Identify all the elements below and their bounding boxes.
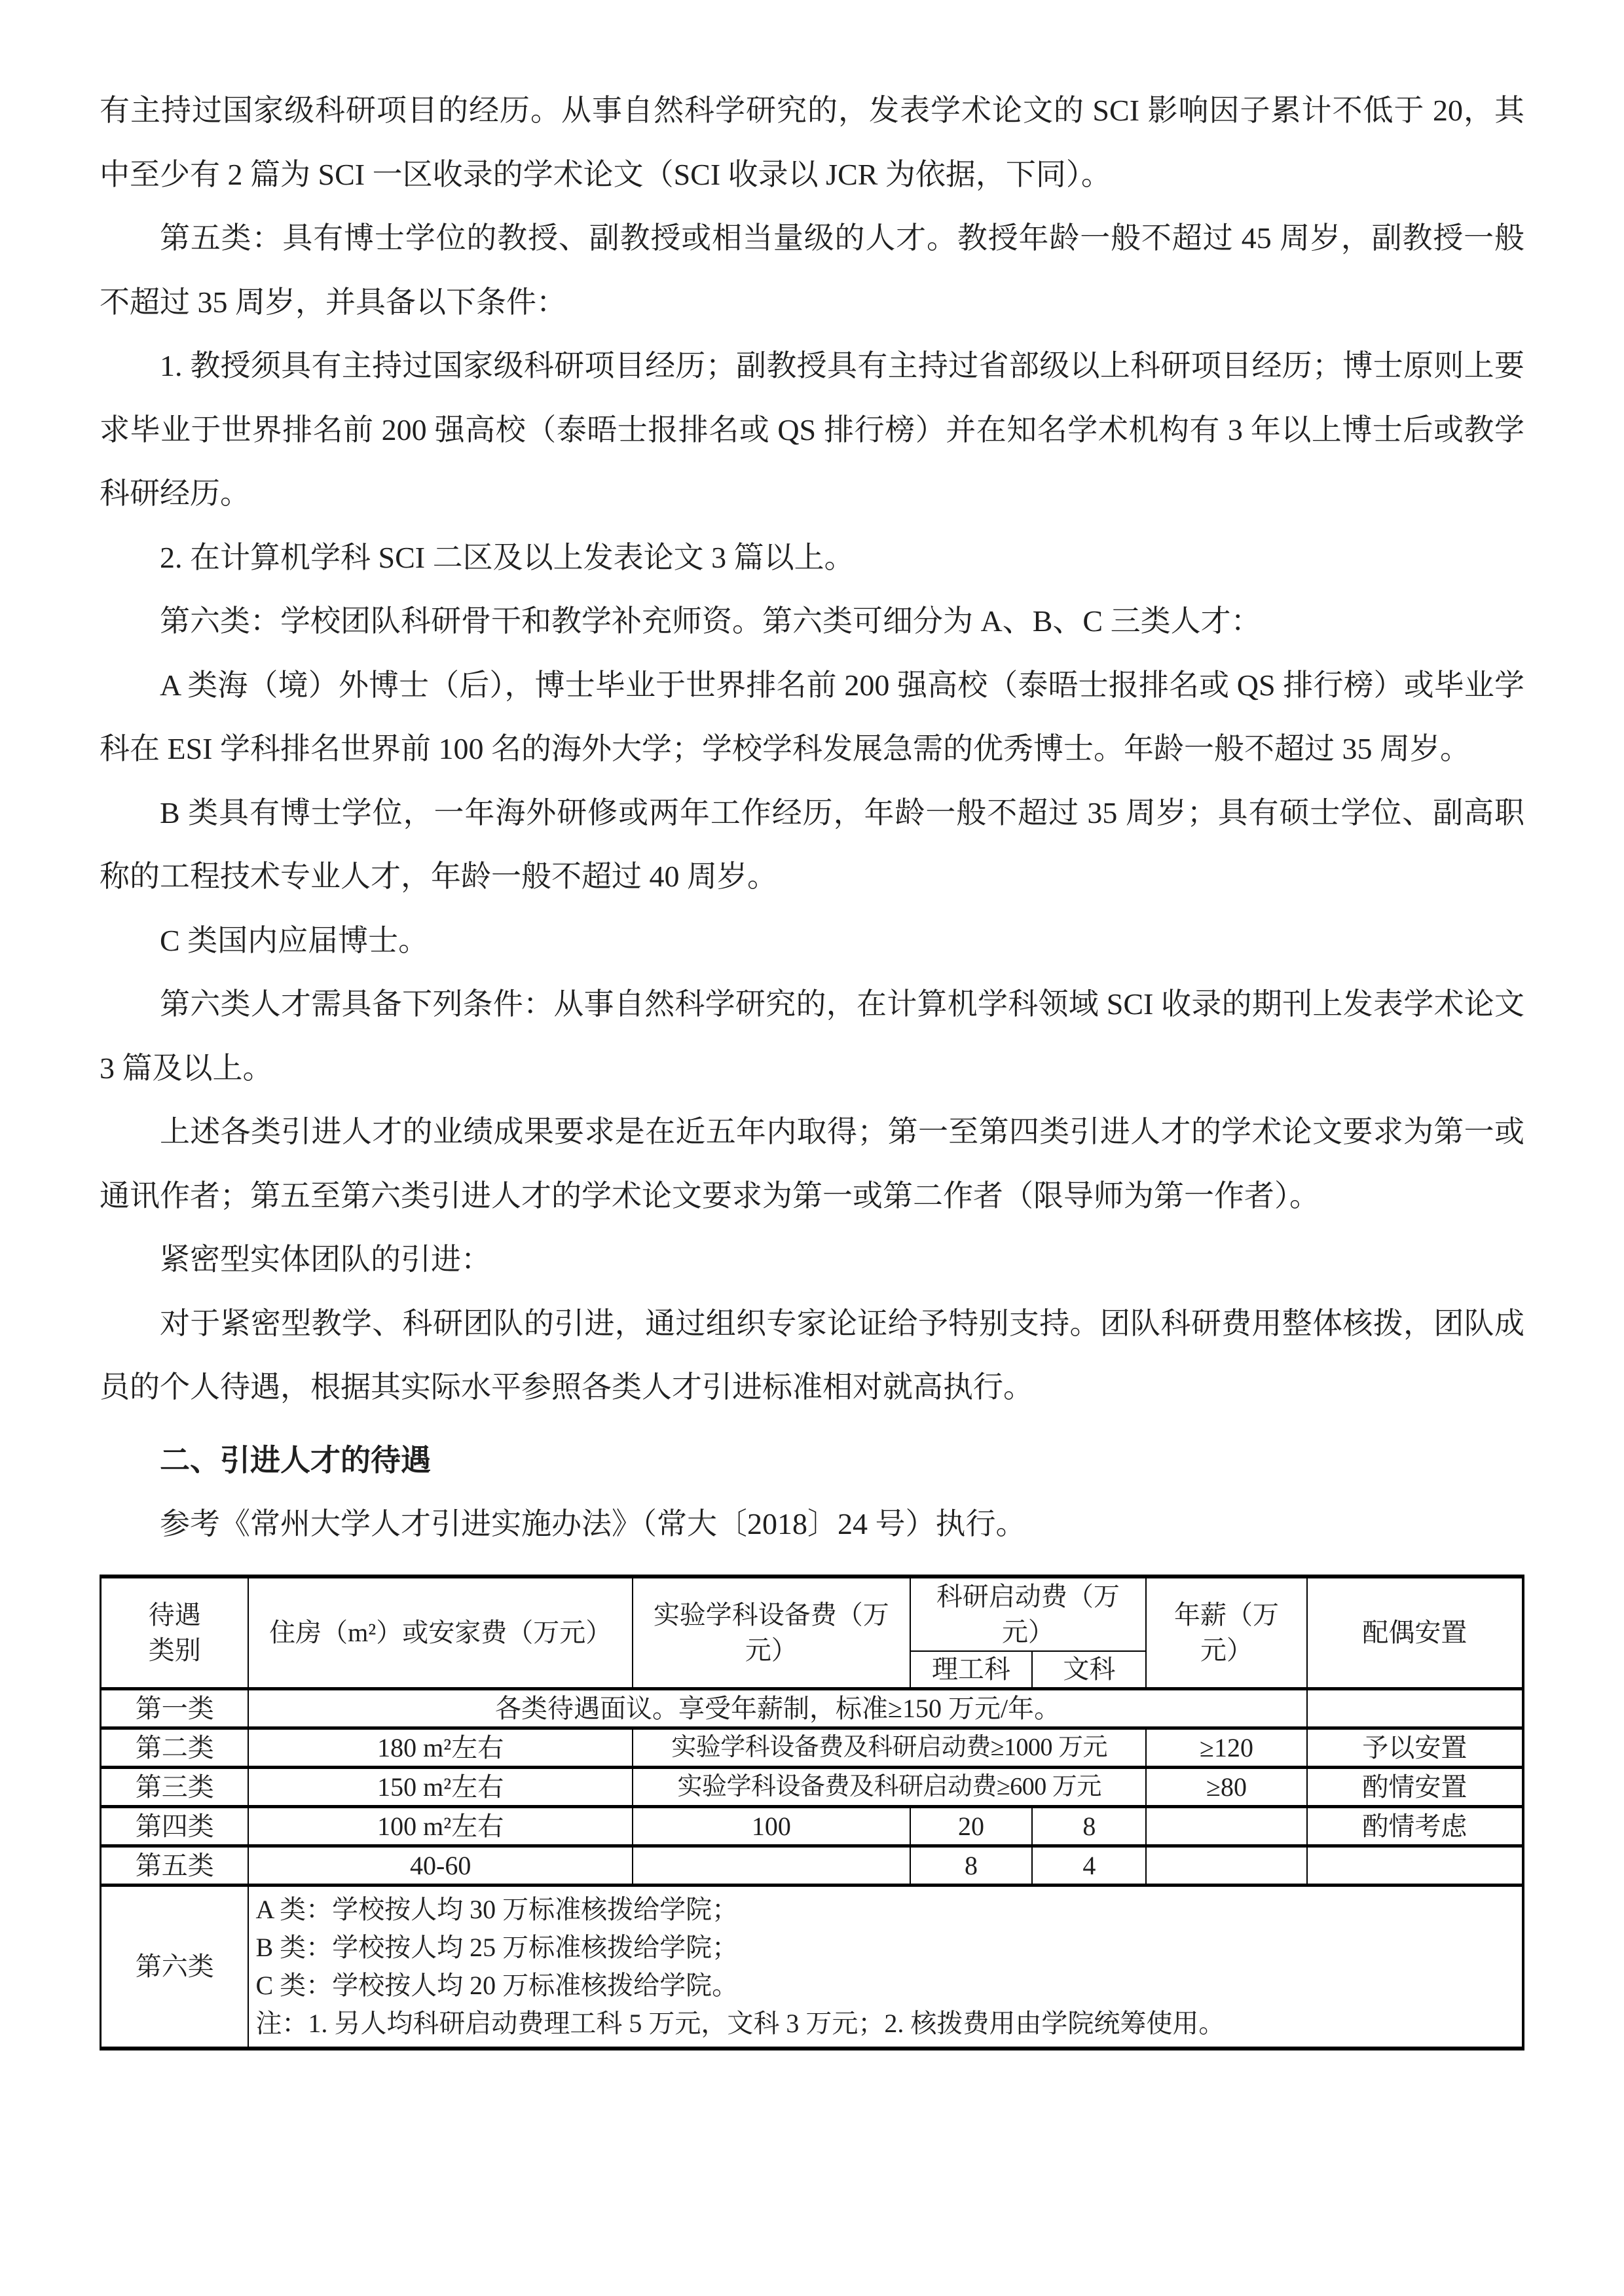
reference-line: 参考《常州大学人才引进实施办法》（常大〔2018〕24 号）执行。 — [160, 1507, 1026, 1541]
header-cell-category — [101, 1576, 249, 1689]
cell-spouse — [1307, 1689, 1523, 1728]
body-paragraph: 2. 在计算机学科 SCI 二区及以上发表论文 3 篇以上。 — [160, 540, 855, 574]
cell-spouse: 予以安置 — [1307, 1728, 1523, 1768]
section-heading: 二、引进人才的待遇 — [160, 1443, 431, 1477]
cell-equipment — [633, 1846, 910, 1886]
cell-startup-science: 8 — [910, 1846, 1033, 1886]
cell-housing: 100 m²左右 — [248, 1807, 633, 1846]
cell-equipment: 100 — [633, 1807, 910, 1846]
header-cell-salary-label: 年薪（万元） — [1173, 1600, 1279, 1666]
treatment-table — [100, 1575, 1524, 2051]
cell-category: 第六类 — [101, 1886, 249, 2049]
body-paragraph: 第六类：学校团队科研骨干和教学补充师资。第六类可细分为 A、B、C 三类人才： — [160, 604, 1261, 638]
cell-category: 第五类 — [101, 1846, 249, 1886]
cell-startup-arts: 4 — [1032, 1846, 1146, 1886]
category6-line: A 类：学校按人均 30 万标准核拨给学院； — [255, 1895, 739, 1925]
cell-spouse: 酌情安置 — [1307, 1768, 1523, 1807]
header-cell-startup — [910, 1576, 1147, 1651]
table-row — [101, 1846, 1524, 1886]
body-paragraph: A 类海（境）外博士（后），博士毕业于世界排名前 200 强高校（泰晤士报排名或 QS 排行榜）或毕业学科在 ESI 学科排名世界前 100 名的海外大学；学校学科发展急需的优秀博士。年龄一般不超过 35 周岁。 — [100, 668, 1524, 766]
cell-category: 第二类 — [101, 1728, 249, 1768]
body-paragraph: 上述各类引进人才的业绩成果要求是在近五年内取得；第一至第四类引进人才的学术论文要求为第一或通讯作者；第五至第六类引进人才的学术论文要求为第一或第二作者（限导师为第一作者）。 — [100, 1115, 1524, 1212]
header-cell-startup-science: 理工科 — [910, 1651, 1033, 1689]
cell-category: 第四类 — [101, 1807, 249, 1846]
table-row — [101, 1728, 1524, 1768]
header-cell-startup-label: 科研启动费（万元） — [936, 1581, 1120, 1647]
category6-line: C 类：学校按人均 20 万标准核拨给学院。 — [255, 1971, 739, 2001]
category6-note: 注：1. 另人均科研启动费理工科 5 万元，文科 3 万元；2. 核拨费用由学院统筹使用。 — [255, 2009, 1225, 2039]
body-paragraph: 对于紧密型教学、科研团队的引进，通过组织专家论证给予特别支持。团队科研费用整体核拨，团队成员的个人待遇，根据其实际水平参照各类人才引进标准相对就高执行。 — [100, 1306, 1524, 1404]
cell-housing: 180 m²左右 — [248, 1728, 633, 1768]
body-paragraph: B 类具有博士学位，一年海外研修或两年工作经历，年龄一般不超过 35 周岁；具有硕士学位、副高职称的工程技术专业人才，年龄一般不超过 40 周岁。 — [100, 795, 1524, 894]
table-row — [101, 1689, 1524, 1728]
cell-merged-note: 各类待遇面议。享受年薪制，标准≥150 万元/年。 — [248, 1689, 1306, 1728]
header-cell-equipment — [633, 1576, 910, 1689]
category6-line: B 类：学校按人均 25 万标准核拨给学院； — [255, 1933, 739, 1963]
body-paragraph: 第六类人才需具备下列条件：从事自然科学研究的，在计算机学科领域 SCI 收录的期刊上发表学术论文 3 篇及以上。 — [100, 987, 1524, 1085]
body-paragraph: 有主持过国家级科研项目的经历。从事自然科学研究的，发表学术论文的 SCI 影响因子累计不低于 20，其中至少有 2 篇为 SCI 一区收录的学术论文（SCI 收录以 JCR 为依据，下同）。 — [100, 94, 1524, 191]
header-cell-category-label: 待遇类别 — [148, 1600, 201, 1666]
table-row — [101, 1807, 1524, 1846]
cell-salary — [1146, 1846, 1306, 1886]
cell-category6-details — [248, 1886, 1523, 2049]
body-paragraph: 紧密型实体团队的引进： — [160, 1243, 491, 1277]
cell-spouse — [1307, 1846, 1523, 1886]
header-cell-spouse: 配偶安置 — [1307, 1576, 1523, 1689]
table-row — [101, 1768, 1524, 1807]
cell-merged-fees: 实验学科设备费及科研启动费≥600 万元 — [633, 1768, 1146, 1807]
cell-housing: 40-60 — [248, 1846, 633, 1886]
cell-housing: 150 m²左右 — [248, 1768, 633, 1807]
cell-startup-arts: 8 — [1032, 1807, 1146, 1846]
header-cell-startup-arts: 文科 — [1032, 1651, 1146, 1689]
cell-salary: ≥120 — [1146, 1728, 1306, 1768]
body-paragraph: 1. 教授须具有主持过国家级科研项目经历；副教授具有主持过省部级以上科研项目经历；博士原则上要求毕业于世界排名前 200 强高校（泰晤士报排名或 QS 排行榜）并在知名学术机构有 3 年以上博士后或教学科研经历。 — [100, 349, 1524, 511]
cell-spouse: 酌情考虑 — [1307, 1807, 1523, 1846]
cell-startup-science: 20 — [910, 1807, 1033, 1846]
cell-merged-fees: 实验学科设备费及科研启动费≥1000 万元 — [633, 1728, 1146, 1768]
cell-salary: ≥80 — [1146, 1768, 1306, 1807]
cell-category: 第三类 — [101, 1768, 249, 1807]
table-row — [101, 1886, 1524, 2049]
header-cell-equipment-label: 实验学科设备费（万元） — [653, 1600, 889, 1666]
cell-salary — [1146, 1807, 1306, 1846]
body-paragraph: 第五类：具有博士学位的教授、副教授或相当量级的人才。教授年龄一般不超过 45 周岁，副教授一般不超过 35 周岁，并具备以下条件： — [100, 221, 1524, 319]
header-cell-salary — [1146, 1576, 1306, 1689]
cell-category: 第一类 — [101, 1689, 249, 1728]
body-paragraph: C 类国内应届博士。 — [160, 923, 429, 957]
header-cell-housing: 住房（m²）或安家费（万元） — [248, 1576, 633, 1689]
